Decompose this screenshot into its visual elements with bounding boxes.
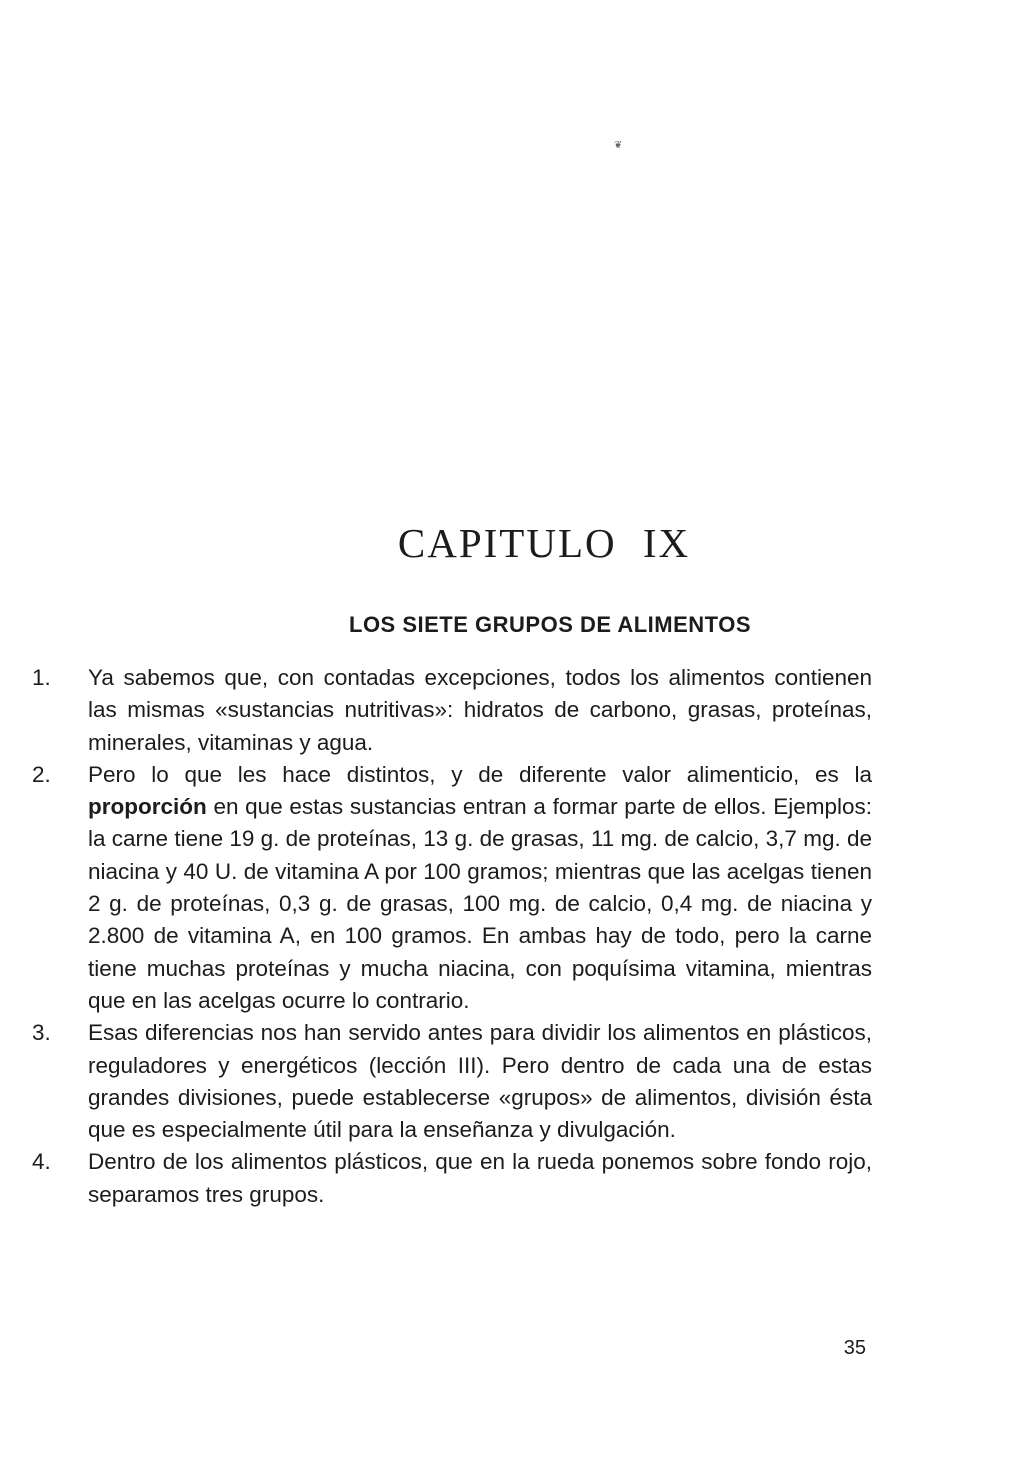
paragraph-text: Esas diferencias nos han servido antes para dividir los alimentos en plásticos, reguladores y energéticos (lección III). Pero dentro de cada una de estas grandes divisiones, puede establecerse «grupos» de alimentos, división ésta que es especialmente útil para la enseñanza y divulgación. <box>88 1020 872 1143</box>
emphasis-word: proporción <box>88 794 207 820</box>
paragraph-item-4 <box>32 1146 872 1211</box>
paragraph-item-2 <box>32 759 872 1017</box>
paragraph-text-part: en que estas sustancias entran a formar parte de ellos. Ejemplos: la carne tiene 19 g. de proteínas, 13 g. de grasas, 11 mg. de calcio, 3,7 mg. de niacina y 40 U. de vitamina A por 100 gramos; mientras que las acelgas tienen 2 g. de proteínas, 0,3 g. de grasas, 100 mg. de calcio, 0,4 mg. de niacina y 2.800 de vitamina A, en 100 gramos. En ambas hay de todo, pero la carne tiene muchas proteínas y mucha niacina, con poquísima vitamina, mientras que en las acelgas ocurre lo contrario. <box>88 794 872 1013</box>
paragraph-number: 3. <box>32 1020 51 1046</box>
paragraph-text <box>88 759 872 1017</box>
chapter-title: CAPITULO IX <box>397 520 691 566</box>
paragraph-item-3 <box>32 1017 872 1146</box>
paragraph-text: Dentro de los alimentos plásticos, que en la rueda ponemos sobre fondo rojo, separamos tres grupos. <box>88 1149 872 1207</box>
decorative-speck-icon: ❦ <box>614 140 623 151</box>
paragraph-text: Ya sabemos que, con contadas excepciones, todos los alimentos contienen las mismas «sustancias nutritivas»: hidratos de carbono, grasas, proteínas, minerales, vitaminas y agua. <box>88 665 872 755</box>
paragraph-number: 2. <box>32 761 51 787</box>
paragraph-item-1 <box>32 662 872 759</box>
paragraph-number: 1. <box>32 665 51 690</box>
section-heading: LOS SIETE GRUPOS DE ALIMENTOS <box>349 612 751 637</box>
paragraph-text-part: Pero lo que les hace distintos, y de diferente valor alimenticio, es la <box>88 761 872 787</box>
page-number: 35 <box>843 1337 866 1359</box>
paragraph-number: 4. <box>32 1149 51 1175</box>
paragraph-list <box>32 662 872 1211</box>
